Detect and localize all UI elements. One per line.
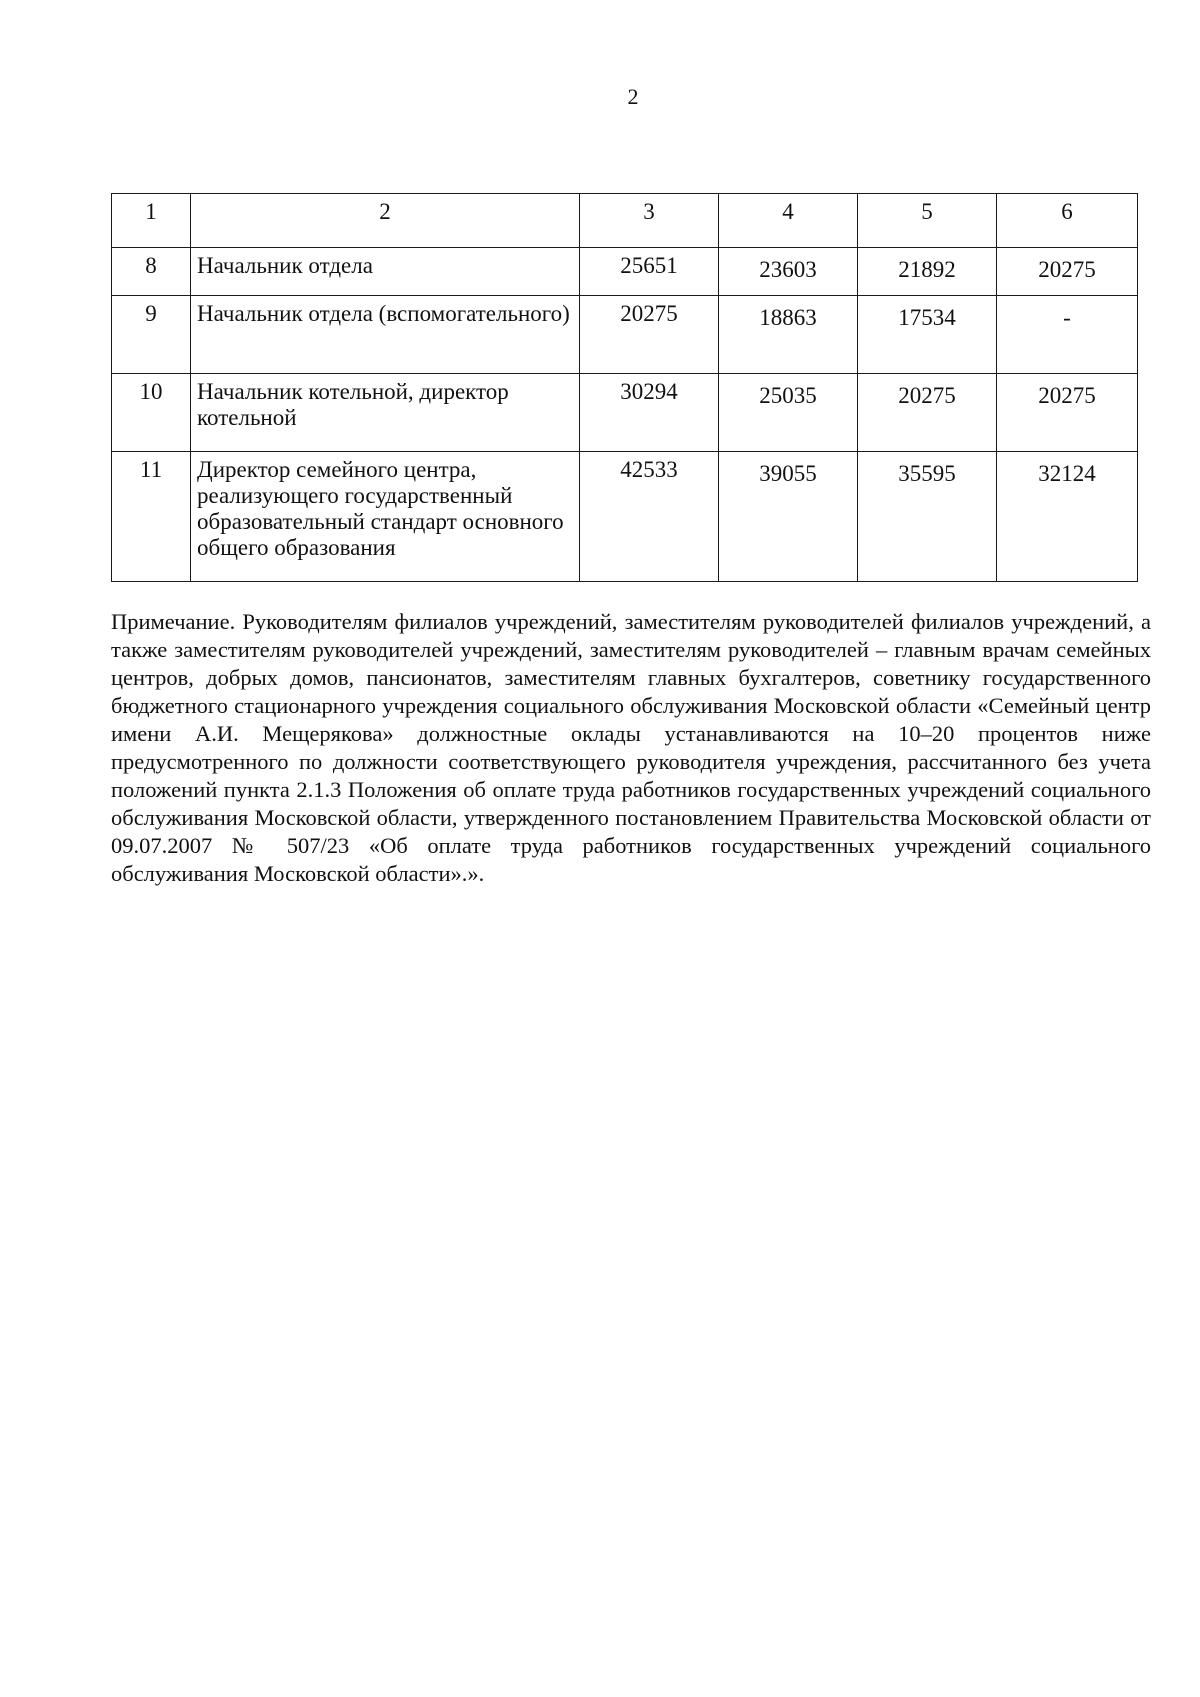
table-row xyxy=(112,374,1138,452)
position-name: Директор семейного центра, реализующего государственный образовательный стандарт основного общего образования xyxy=(191,452,580,582)
salary-value: 21892 xyxy=(858,248,997,296)
header-cell: 5 xyxy=(858,194,997,248)
table-header-row xyxy=(112,194,1138,248)
salary-value: 35595 xyxy=(858,452,997,582)
salary-value: 18863 xyxy=(719,296,858,374)
header-cell: 2 xyxy=(191,194,580,248)
salary-value: 17534 xyxy=(858,296,997,374)
salary-value: 20275 xyxy=(997,248,1138,296)
salary-value: 20275 xyxy=(580,296,719,374)
salary-table xyxy=(111,193,1138,582)
page-number: 2 xyxy=(627,84,639,109)
position-name: Начальник отдела xyxy=(191,248,580,296)
note-paragraph: Примечание. Руководителям филиалов учреждений, заместителям руководителей филиалов учреждений, а также заместителям руководителей учреждений, заместителям руководителей – главным врачам семейных центров, добрых домов, пансионатов, заместителям главных бухгалтеров, советнику государственного бюджетного стационарного учреждения социального обслуживания Московской области «Семейный центр имени А.И. Мещерякова» должностные оклады устанавливаются на 10–20 процентов ниже предусмотренного по должности соответствующего руководителя учреждения, рассчитанного без учета положений пункта 2.1.3 Положения об оплате труда работников государственных учреждений социального обслуживания Московской области, утвержденного постановлением Правительства Московской области от 09.07.2007 № 507/23 «Об оплате труда работников государственных учреждений социального обслуживания Московской области».». xyxy=(111,609,1151,886)
row-number: 10 xyxy=(112,374,191,452)
position-name: Начальник отдела (вспомогательного) xyxy=(191,296,580,374)
header-cell: 4 xyxy=(719,194,858,248)
salary-value: 25035 xyxy=(719,374,858,452)
header-cell: 1 xyxy=(112,194,191,248)
row-number: 9 xyxy=(112,296,191,374)
salary-value: 42533 xyxy=(580,452,719,582)
salary-value: 23603 xyxy=(719,248,858,296)
salary-value: 25651 xyxy=(580,248,719,296)
salary-value: 20275 xyxy=(858,374,997,452)
position-name: Начальник котельной, директор котельной xyxy=(191,374,580,452)
salary-value: - xyxy=(997,296,1138,374)
row-number: 8 xyxy=(112,248,191,296)
salary-value: 30294 xyxy=(580,374,719,452)
table-row xyxy=(112,248,1138,296)
header-cell: 3 xyxy=(580,194,719,248)
header-cell: 6 xyxy=(997,194,1138,248)
row-number: 11 xyxy=(112,452,191,582)
salary-value: 39055 xyxy=(719,452,858,582)
table-row xyxy=(112,452,1138,582)
table-row xyxy=(112,296,1138,374)
salary-value: 20275 xyxy=(997,374,1138,452)
salary-value: 32124 xyxy=(997,452,1138,582)
